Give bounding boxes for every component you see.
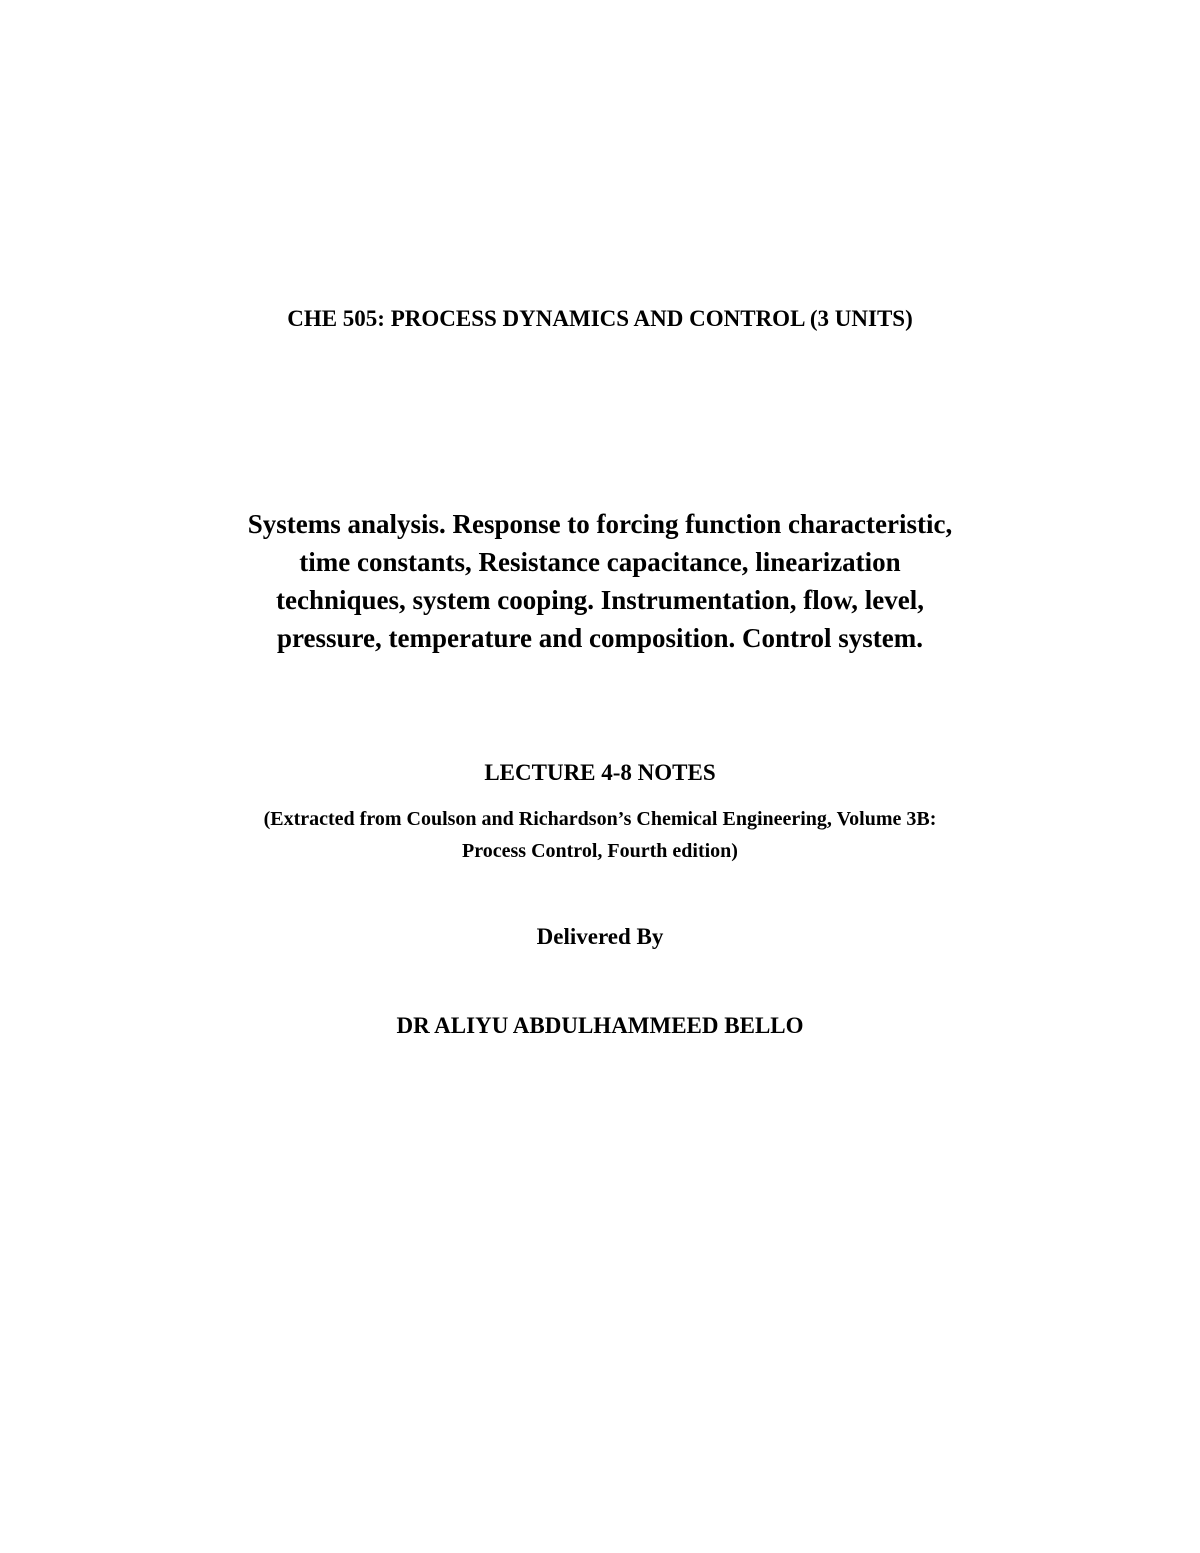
author-name: DR ALIYU ABDULHAMMEED BELLO [396,1013,804,1038]
description-line: time constants, Resistance capacitance, linearization [299,547,901,577]
source-line: Process Control, Fourth edition) [462,840,738,862]
source-line: (Extracted from Coulson and Richardson’s Chemical Engineering, Volume 3B: [263,808,937,830]
course-title: CHE 505: PROCESS DYNAMICS AND CONTROL (3 UNITS) [287,306,913,331]
lecture-title: LECTURE 4-8 NOTES [484,760,716,785]
delivered-by-label: Delivered By [536,924,664,949]
description-line: techniques, system cooping. Instrumentation, flow, level, [276,585,924,615]
description-line: pressure, temperature and composition. Control system. [277,623,923,653]
description-line: Systems analysis. Response to forcing function characteristic, [247,509,953,539]
